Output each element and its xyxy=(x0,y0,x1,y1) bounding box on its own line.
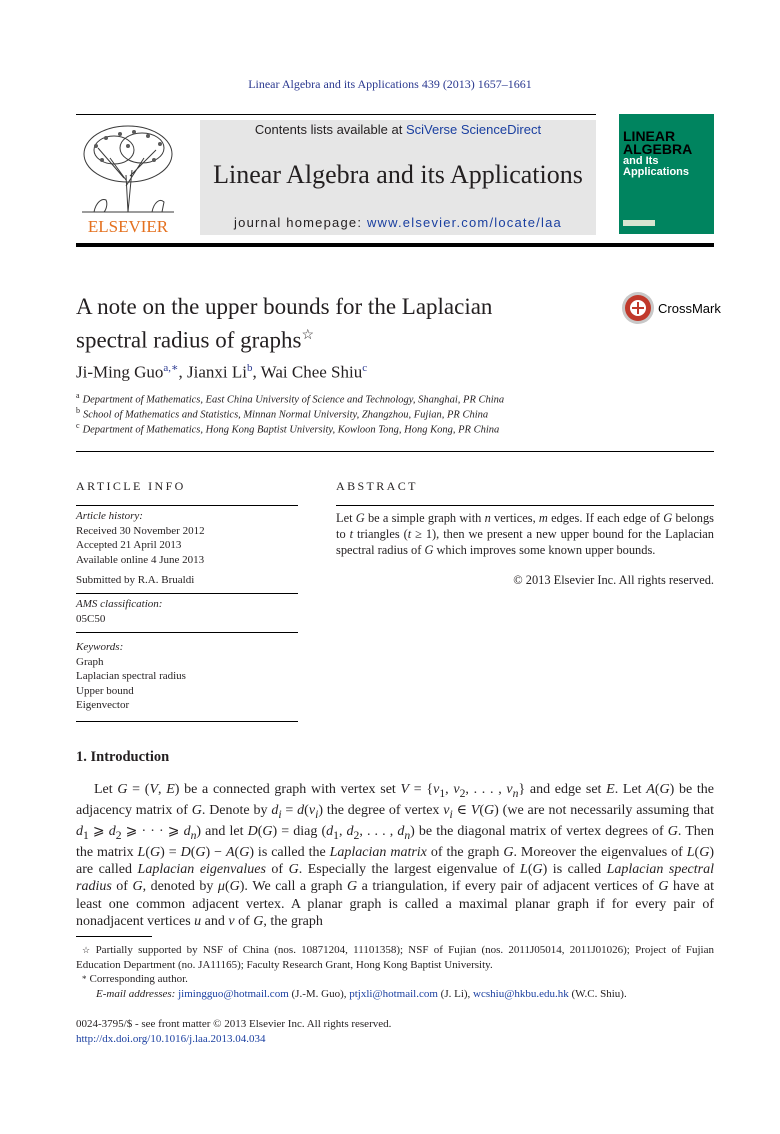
footnote-rule xyxy=(76,936,152,937)
author-affiliation-mark[interactable]: a,∗ xyxy=(163,362,179,374)
ams-value: 05C50 xyxy=(76,612,106,625)
cover-subtitle: and Its Applications xyxy=(623,155,690,178)
ams-classification xyxy=(76,597,298,626)
info-rule-2 xyxy=(76,632,298,633)
article-title: A note on the upper bounds for the Laplacian spectral radius of graphs☆ xyxy=(76,294,493,353)
info-rule-1 xyxy=(76,593,298,594)
author-separator: , xyxy=(252,362,261,382)
author-affiliation-mark[interactable]: b xyxy=(246,362,253,374)
footnotes xyxy=(76,943,714,1001)
online-date: Available online 4 June 2013 xyxy=(76,553,205,566)
keywords-label: Keywords: xyxy=(76,641,124,653)
article-history xyxy=(76,509,298,567)
header-top-rule xyxy=(76,114,596,115)
crossmark-icon xyxy=(621,291,655,325)
keyword: Graph xyxy=(76,655,104,668)
keywords xyxy=(76,640,298,713)
email-link-guo[interactable]: jimingguo@hotmail.com xyxy=(178,987,289,1000)
svg-text:ELSEVIER: ELSEVIER xyxy=(87,217,169,235)
title-footnote-mark[interactable]: ☆ xyxy=(301,328,315,343)
cover-title: LINEAR ALGEBRA xyxy=(623,128,693,157)
homepage-link[interactable]: www.elsevier.com/locate/laa xyxy=(366,215,562,230)
submitted-by: Submitted by R.A. Brualdi xyxy=(76,574,195,586)
elsevier-tree-logo xyxy=(76,120,180,235)
email-link-li[interactable]: ptjxli@hotmail.com xyxy=(349,987,438,1000)
front-matter xyxy=(76,1017,391,1047)
abstract-copyright: © 2013 Elsevier Inc. All rights reserved. xyxy=(513,573,714,587)
journal-header-box xyxy=(200,120,596,235)
abstract-heading: ABSTRACT xyxy=(336,479,418,493)
keyword: Upper bound xyxy=(76,684,134,697)
corresponding-footnote: * Corresponding author. xyxy=(82,973,188,985)
author-list xyxy=(76,361,367,383)
history-label: Article history: xyxy=(76,510,143,522)
contents-line xyxy=(200,122,596,137)
accepted-date: Accepted 21 April 2013 xyxy=(76,539,182,551)
journal-cover-image xyxy=(619,114,714,234)
cover-publisher-mark xyxy=(623,220,655,226)
email-link-shiu[interactable]: wcshiu@hkbu.edu.hk xyxy=(473,987,569,1000)
journal-reference[interactable]: Linear Algebra and its Applications 439 (2013) 1657–1661 xyxy=(248,77,532,91)
crossmark-label: CrossMark xyxy=(658,301,721,316)
section-heading-introduction: 1. Introduction xyxy=(76,749,170,765)
affiliation-a: $^a$ Department of Mathematics, East China University of Science and Technology, Shanghai, PR China xyxy=(76,391,505,406)
issn-line: 0024-3795/$ - see front matter © 2013 Elsevier Inc. All rights reserved. xyxy=(76,1018,392,1030)
abstract-text: Let G be a simple graph with n vertices, m edges. If each edge of G belongs to t triangles (t ≥ 1), then we present a new upper bound for the Laplacian spectral radius of G which improves some known upper bounds. xyxy=(336,511,715,557)
introduction-paragraph: Let G = (V, E) be a connected graph with vertex set $V = \{v_1$, $v_2$, . . . , $v_n$} and edge set E. Let A(G) be the adjacency matrix of G. Denote by $d_i = d(v_i)$ the degree of vertex $v_i$ ∈ V(G) (we are not necessarily assuming that $d_1$ ⩾ $d_2$ ⩾ · · · ⩾ $d_n$) and let D(G) = diag ($d_1$, $d_2$, . . . , $d_n$) be the diagonal matrix of vertex degrees of G. Then the matrix L(G) = D(G) − A(G) is called the Laplacian matrix of the graph G. Moreover the eigenvalues of L(G) are called Laplacian eigenvalues of G. Especially the largest eigenvalue of L(G) is called Laplacian spectral radius of G, denoted by μ(G). We call a graph G a triangulation, if every pair of adjacent vertices of G have at least one common adjacent vertex. A planar graph is called a maximal planar graph if for every pair of nonadjacent vertices u and v of G, the graph xyxy=(76,782,715,929)
keyword: Laplacian spectral radius xyxy=(76,670,186,682)
ams-label: AMS classification: xyxy=(76,598,163,610)
affiliation-b: $^b$ School of Mathematics and Statistics, Minnan Normal University, Zhangzhou, Fujian, PR China xyxy=(76,406,489,421)
contents-prefix: Contents lists available at xyxy=(254,122,406,137)
crossmark-badge[interactable] xyxy=(621,291,731,327)
doi-link[interactable]: http://dx.doi.org/10.1016/j.laa.2013.04.034 xyxy=(76,1033,266,1045)
homepage-prefix: journal homepage: xyxy=(234,215,367,230)
affiliation-c: $^c$ Department of Mathematics, Hong Kong Baptist University, Kowloon Tong, Hong Kong, PR China xyxy=(76,421,500,436)
sciencedirect-link[interactable]: SciVerse ScienceDirect xyxy=(405,122,542,137)
email-footnote: E-mail addresses: jimingguo@hotmail.com (J.-M. Guo), ptjxli@hotmail.com (J. Li), wcshiu@hkbu.edu.hk (W.C. Shiu). xyxy=(96,987,627,1000)
journal-homepage xyxy=(200,215,596,230)
keyword: Eigenvector xyxy=(76,699,130,711)
email-label: E-mail addresses: xyxy=(96,987,176,1000)
funding-footnote: ☆ Partially supported by NSF of China (nos. 10871204, 11101358); NSF of Fujian (nos. 2011J05014, 2011J01026); Project of Fujian Education Department (no. JA11165); Faculty Research Grant, Hong Kong Baptist University. xyxy=(76,944,714,971)
author-name: Jianxi Li xyxy=(186,362,247,382)
abstract-rule xyxy=(336,505,714,506)
header-bottom-rule xyxy=(76,243,714,247)
info-rule-3 xyxy=(76,721,298,722)
journal-title: Linear Algebra and its Applications xyxy=(213,160,583,189)
author-affiliation-mark[interactable]: c xyxy=(362,362,368,374)
affiliation-rule xyxy=(76,451,714,452)
author-name: Ji-Ming Guo xyxy=(76,362,164,382)
author-name: Wai Chee Shiu xyxy=(260,362,363,382)
received-date: Received 30 November 2012 xyxy=(76,524,205,537)
article-info-rule xyxy=(76,505,298,506)
article-info-heading: ARTICLE INFO xyxy=(76,479,186,493)
author-separator: , xyxy=(178,362,187,382)
